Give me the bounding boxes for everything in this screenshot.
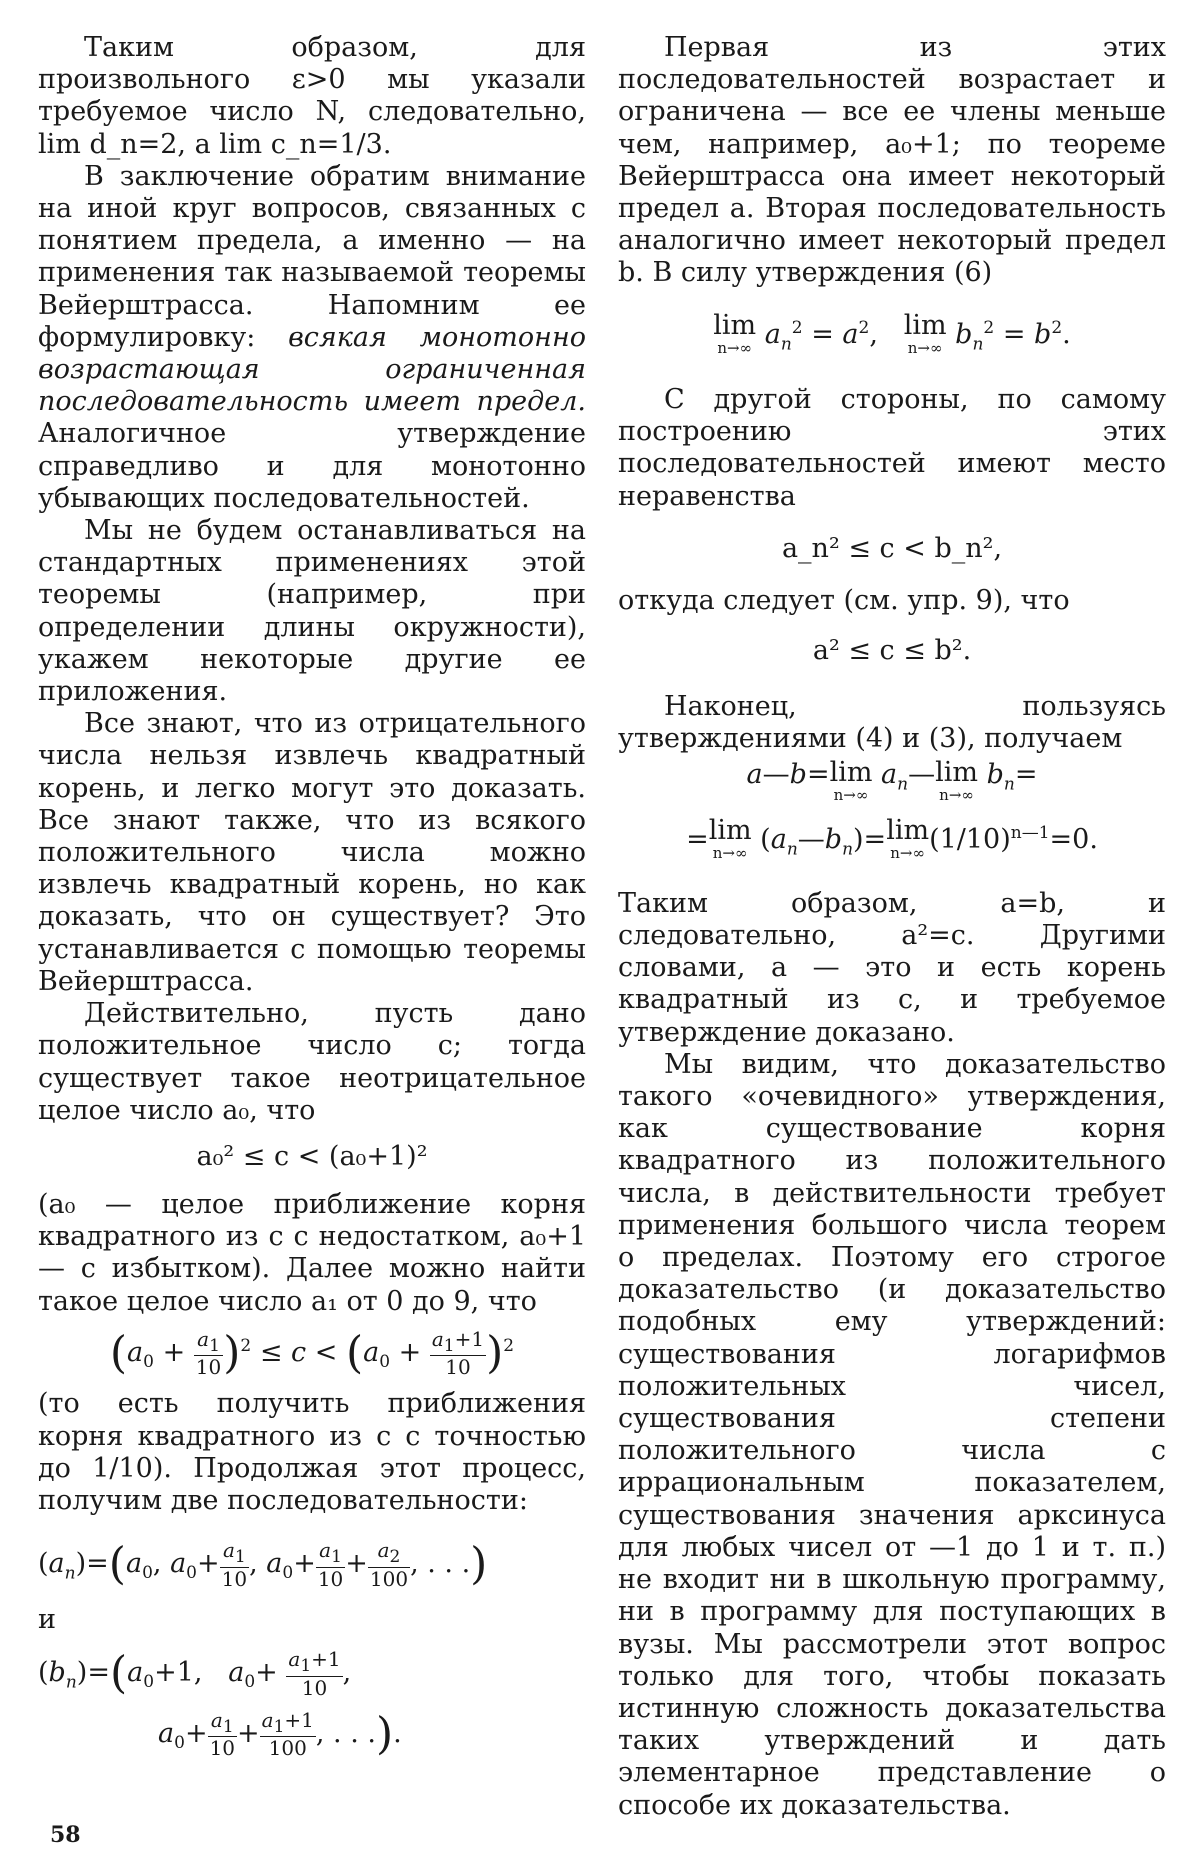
page-number: 58 (50, 1822, 81, 1848)
paragraph-a1: (a₀ — целое приближение корня квадратного из c с недостатком, a₀+1 — с избытком). Далее можно найти такое целое число a₁ от 0 до 9, что (38, 1188, 586, 1317)
left-column (38, 32, 586, 1759)
paragraph-finally: Наконец, пользуясь утверждениями (4) и (3), получаем (618, 691, 1166, 755)
paragraph-sequences: (то есть получить приближения корня квадратного из c с точностью до 1/10). Продолжая этот процесс, получим две последовательности: (38, 1388, 586, 1517)
conjunction-and: и (38, 1603, 56, 1635)
formula-an-bn-ineq: a_n² ≤ c < b_n², (781, 532, 1003, 564)
paragraph-proof-complexity: Мы видим, что доказательство такого «очевидного» утверждения, как существование корня квадратного из положительного числа, в действительности требует применения большого числа теорем о пределах. Поэтому его строгое доказательство (и доказательство подобных ему утверждений: существования логарифмов положительных чисел, существования степени положительного числа с иррациональным показателем, существования значения арксинуса для любых чисел от —1 до 1 и т. п.) не входит ни в школьную программу, ни в программу для поступающих в вузы. Мы рассмотрели этот вопрос только для того, чтобы показать истинную сложность доказательства таких утверждений и дать элементарное представление о способе их доказательства. (618, 1048, 1166, 1821)
formula-sequence-b: $(b_n)=(a_0+1$, $a_0+$ $\frac{a_1+1}{10}$ , (38, 1647, 352, 1700)
paragraph-therefore: откуда следует (см. упр. 9), что (618, 584, 1070, 616)
paragraph-applications: Мы не будем останавливаться на стандартных применениях этой теоремы (например, при определении длины окружности), укажем некоторые другие ее приложения. (38, 515, 586, 708)
paragraph-conclusion-limits: Таким образом, для произвольного ε>0 мы указали требуемое число N, следовательно, lim d_n=2, а lim c_n=1/3. (38, 32, 586, 160)
paragraph-limits-exist: Первая из этих последовательностей возрастает и ограничена — все ее члены меньше чем, например, a₀+1; по теореме Вейерштрасса она имеет некоторый предел a. Вторая последовательность аналогично имеет некоторый предел b. В силу утверждения (6) (618, 32, 1166, 289)
paragraph-construction: Действительно, пусть дано положительное число c; тогда существует такое неотрицательное целое число a₀, что (38, 998, 586, 1126)
paragraph-weierstrass-intro (38, 161, 586, 515)
text: Аналогичное утверждение справедливо и для монотонно убывающих последовательностей. (38, 418, 586, 514)
formula-sequence-b-cont: $a_0+$ $\frac{a_1}{10}$ + $\frac{a_1+1}{100}$ , . . .). (158, 1707, 402, 1761)
paragraph-conclusion: Таким образом, a=b, и следовательно, a²=c. Другими словами, a — это и есть корень квадратный из c, и требуемое утверждение доказано. (618, 887, 1166, 1048)
right-column (618, 32, 1166, 1822)
paragraph-square-root: Все знают, что из отрицательного числа нельзя извлечь квадратный корень, и легко могут это доказать. Все знают также, что из всякого положительного числа можно извлечь квадратный корень, но как доказать, что он существует? Это устанавливается с помощью теоремы Вейерштрасса. (38, 708, 586, 997)
text: В заключение обратим внимание на иной круг вопросов, связанных с понятием предела, а именно — на применения так называемой теоремы Вейерштрасса. Напомним ее формулировку: (38, 160, 586, 353)
formula-a0-bound: a₀² ≤ c < (a₀+1)² (196, 1140, 428, 1172)
formula-difference-zero: =lim n→∞ $(a_n—b_n)=\lim$ n→∞ $(1/10)^{n—1}=0$. (686, 815, 1098, 863)
formula-sequence-a: $(a_n)=(a_0$, $a_0+$ $\frac{a_1}{10}$ , $a_0+$ $\frac{a_1}{10}$ + $\frac{a_2}{100}$ , . . .) (38, 1538, 488, 1591)
paragraph-inequalities: С другой стороны, по самому построению этих последовательностей имеют место неравенства (618, 384, 1166, 512)
theorem-statement: всякая монотонно возрастающая ограниченная последовательность имеет предел. (38, 321, 586, 418)
formula-difference: a—b=lim n→∞ $a_n—\lim$ n→∞ $b_n=$ (746, 757, 1038, 805)
formula-a-b-ineq: a² ≤ c ≤ b². (812, 635, 972, 667)
formula-squared-limits: lim n→∞ $a_n^2 = a^2$, lim n→∞ $b_n^2 = b^2$. (713, 309, 1071, 357)
formula-a1-bound: ($a_0$ + $\frac{a_1}{10}$ )$^2 \le c < (a_0$ + $\frac{a_1+1}{10}$ )$^2$ (109, 1326, 515, 1380)
